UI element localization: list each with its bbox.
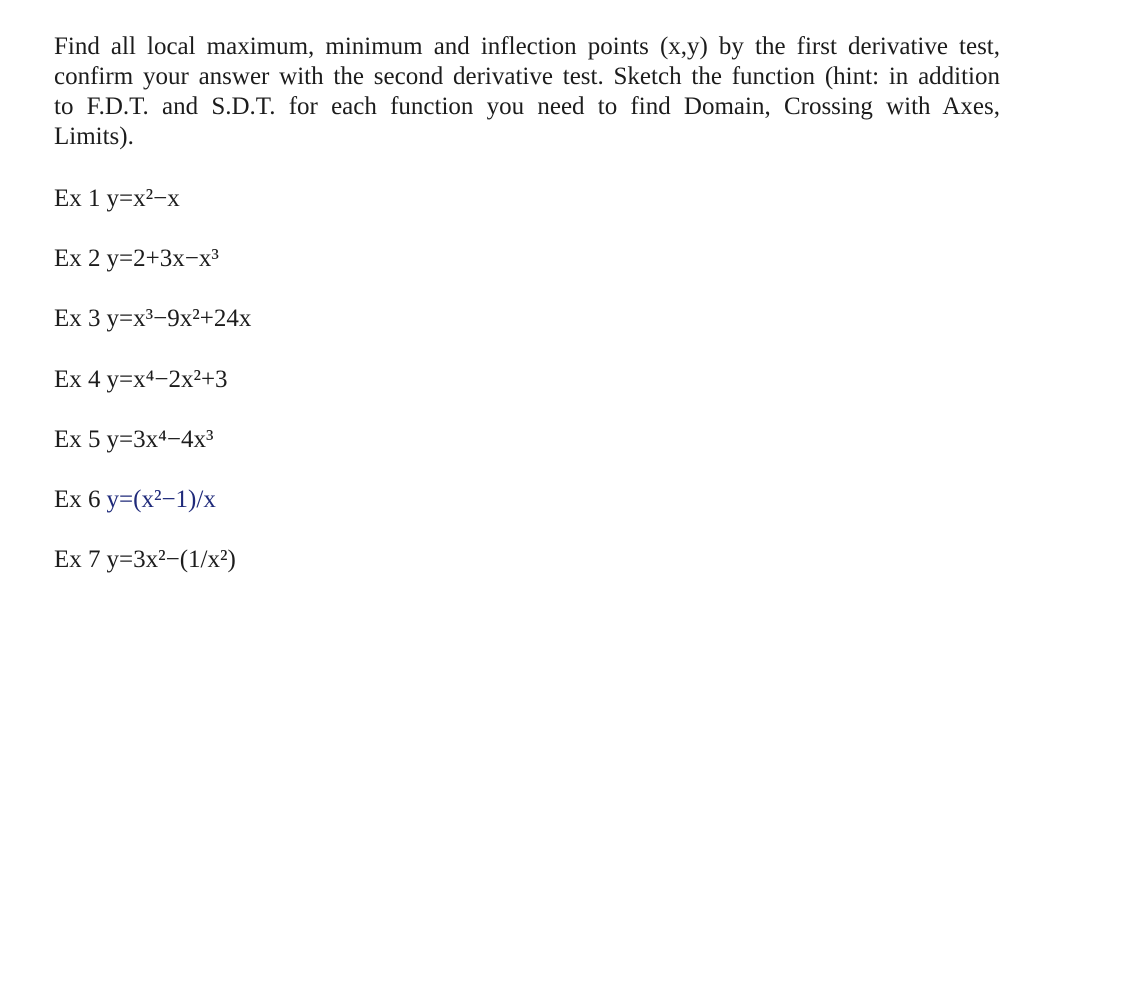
exercise-function: y=x³−9x²+24x <box>106 305 252 333</box>
exercise-item <box>54 244 251 304</box>
exercise-label: Ex 5 <box>54 425 101 453</box>
instructions-paragraph <box>54 32 1000 152</box>
exercise-item <box>54 425 251 485</box>
exercise-item <box>54 184 251 244</box>
exercise-function: y=x²−x <box>106 185 180 212</box>
exercise-item <box>54 545 251 605</box>
exercise-item <box>54 485 251 545</box>
exercise-label: Ex 1 <box>54 185 101 212</box>
instructions-line: Limits). <box>54 123 134 150</box>
exercise-label: Ex 2 <box>54 245 101 273</box>
exercise-function: y=2+3x−x³ <box>106 245 219 273</box>
exercise-item <box>54 304 251 364</box>
exercise-list <box>54 184 251 605</box>
exercise-label: Ex 4 <box>54 365 101 393</box>
instructions-line: Find all local maximum, minimum and inflection points (x,y) by the first derivative test, <box>54 33 1000 60</box>
exercise-function: y=(x²−1)/x <box>106 485 216 513</box>
instructions-line: confirm your answer with the second derivative test. Sketch the function (hint: in addition <box>54 63 1000 90</box>
exercise-label: Ex 3 <box>54 305 101 333</box>
exercise-item <box>54 365 251 425</box>
exercise-function: y=x⁴−2x²+3 <box>106 365 228 393</box>
exercise-function: y=3x²−(1/x²) <box>106 546 236 574</box>
exercise-label: Ex 6 <box>54 485 101 513</box>
exercise-function: y=3x⁴−4x³ <box>106 425 214 453</box>
exercise-label: Ex 7 <box>54 546 101 574</box>
instructions-line: to F.D.T. and S.D.T. for each function you need to find Domain, Crossing with Axes, <box>54 93 1000 120</box>
